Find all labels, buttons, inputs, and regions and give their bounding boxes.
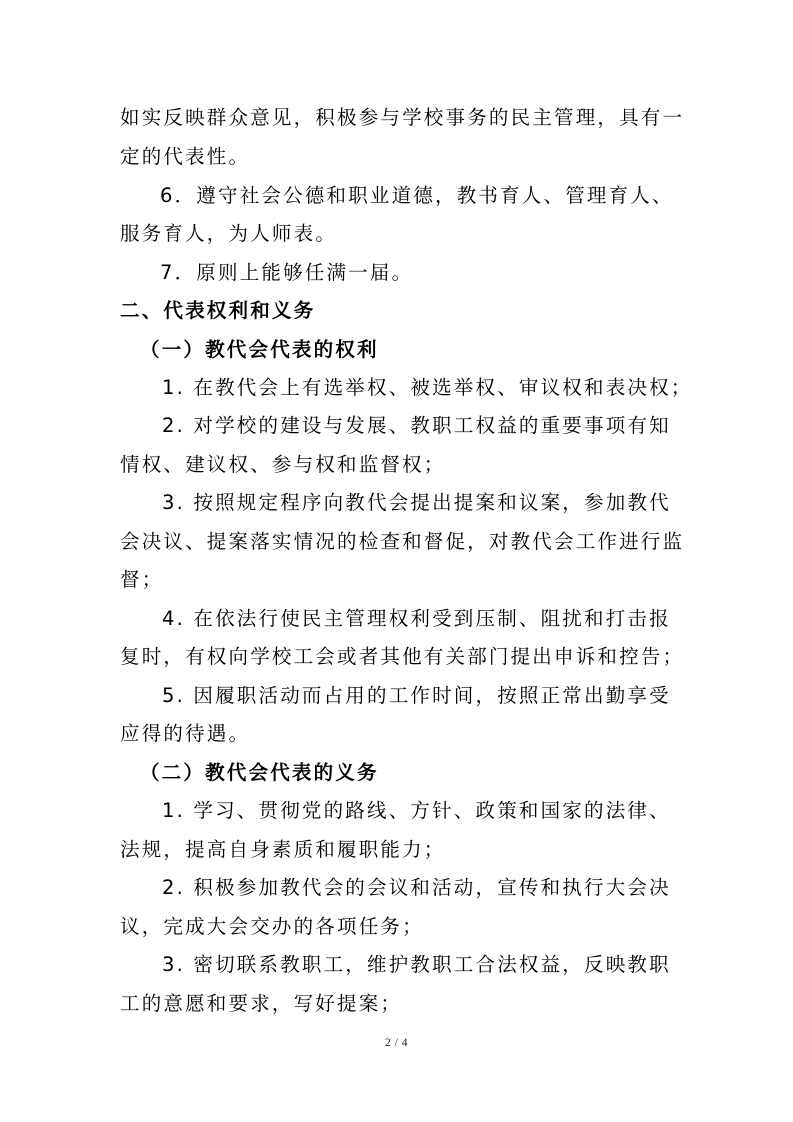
list-item-line: 3. 密切联系教职工，维护教职工合法权益，反映教职 [162,953,671,976]
section-heading: 二、代表权利和义务 [120,299,316,322]
list-item-line: 1. 在教代会上有选举权、被选举权、审议权和表决权； [162,376,693,399]
list-item-line: 5. 因履职活动而占用的工作时间，按照正常出勤享受 [162,684,671,707]
list-item-line: 4. 在依法行使民主管理权利受到压制、阻扰和打击报 [162,607,671,630]
list-item-line: 2. 对学校的建设与发展、教职工权益的重要事项有知 [162,414,671,437]
paragraph-line: 法规，提高自身素质和履职能力； [120,838,446,861]
paragraph-line: 情权、建议权、参与权和监督权； [120,453,446,476]
paragraph-line: 服务育人，为人师表。 [120,222,338,245]
paragraph-line: 复时，有权向学校工会或者其他有关部门提出申诉和控告； [120,645,685,668]
paragraph-line: 会决议、提案落实情况的检查和督促，对教代会工作进行监 [120,530,685,553]
subsection-heading: （二）教代会代表的义务 [140,761,379,784]
paragraph-line: 如实反映群众意见，积极参与学校事务的民主管理，具有一 [120,106,685,129]
list-item-line: 3. 按照规定程序向教代会提出提案和议案，参加教代 [162,491,671,514]
list-item-line: 1. 学习、贯彻党的路线、方针、政策和国家的法律、 [162,799,671,822]
page-number: 2 / 4 [385,1037,408,1049]
paragraph-line: 应得的待遇。 [120,722,251,745]
list-item-line: 7．原则上能够任满一届。 [160,261,414,284]
list-item-line: 2. 积极参加教代会的会议和活动，宣传和执行大会决 [162,876,671,899]
paragraph-line: 工的意愿和要求，写好提案； [120,992,403,1015]
list-item-line: 6．遵守社会公德和职业道德，教书育人、管理育人、 [160,184,674,207]
paragraph-line: 议，完成大会交办的各项任务； [120,915,424,938]
subsection-heading: （一）教代会代表的权利 [140,338,379,361]
paragraph-line: 定的代表性。 [120,145,251,168]
paragraph-line: 督； [120,568,164,591]
